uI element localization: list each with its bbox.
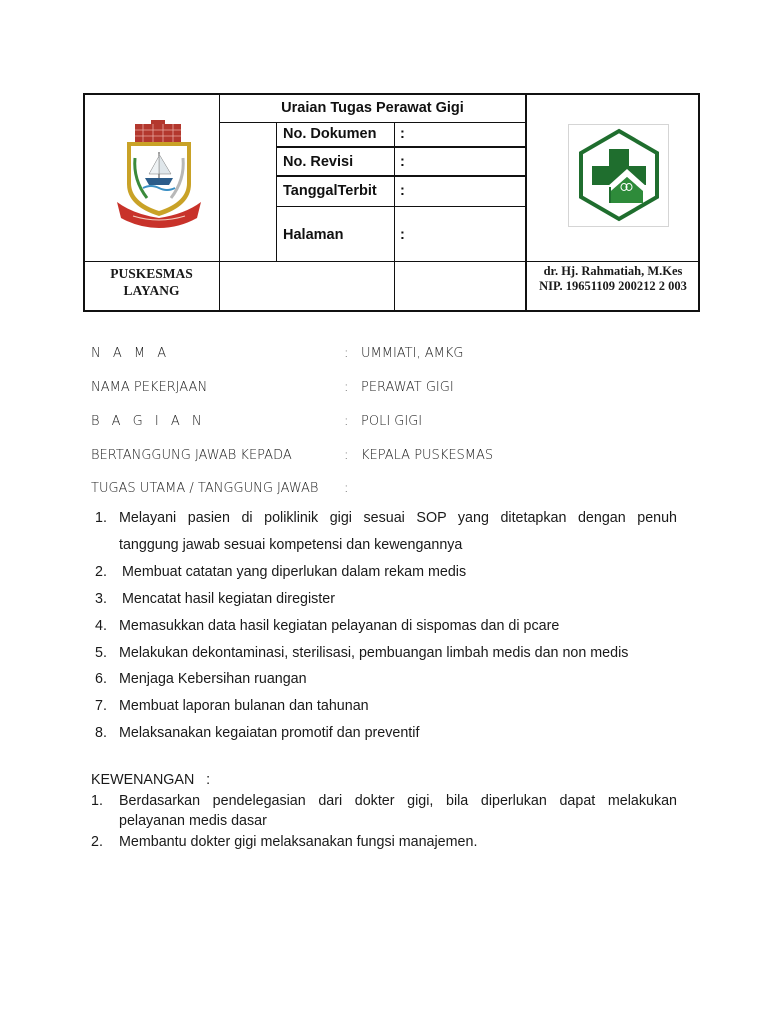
field-value-no-dokumen: : [400,126,405,142]
authority-item: Membantu dokter gigi melaksanakan fungsi manajemen. [119,834,478,850]
duty-item: Memasukkan data hasil kegiatan pelayanan di sispomas dan di pcare [119,618,560,634]
duty-number: 4. [95,618,107,634]
duty-number: 1. [95,510,107,526]
duty-item-line2: tanggung jawab sesuai kompetensi dan kewengannya [119,537,463,553]
identity-label-nama-pekerjaan: NAMA PEKERJAAN [91,380,208,395]
table-divider [219,93,220,312]
field-label-no-revisi: No. Revisi [283,154,354,170]
field-value-no-revisi: : [400,154,405,170]
table-divider [276,122,277,261]
signatory-nip: NIP. 19651109 200212 2 003 [539,279,687,293]
field-value-halaman: : [400,227,405,243]
institution-line-2: LAYANG [123,283,180,298]
identity-label-bagian: B A G I A N [91,414,206,429]
duty-item: Melaksanakan kegaiatan promotif dan preventif [119,725,420,741]
identity-sep: : [344,481,349,496]
duty-number: 7. [95,698,107,714]
city-coat-of-arms-icon [113,118,205,230]
institution-name [84,265,219,299]
signatory-name: dr. Hj. Rahmatiah, M.Kes [543,264,683,278]
duty-item: Mencatat hasil kegiatan diregister [122,591,335,607]
duty-item: Membuat laporan bulanan dan tahunan [119,698,369,714]
identity-value-nama: UMMIATI, AMKG [361,346,464,361]
table-divider [394,122,395,312]
authority-item-line1: Berdasarkan pendelegasian dari dokter gigi, bila diperlukan dapat melakukan [119,793,677,809]
duty-number: 8. [95,725,107,741]
duty-number: 6. [95,671,107,687]
table-divider [219,122,526,123]
duty-item: Menjaga Kebersihan ruangan [119,671,307,687]
identity-sep: : [344,448,349,463]
field-label-tanggal-terbit: TanggalTerbit [283,183,377,199]
field-label-no-dokumen: No. Dokumen [283,126,377,142]
identity-label-bertanggung-jawab: BERTANGGUNG JAWAB KEPADA [91,448,292,463]
identity-label-tugas-utama: TUGAS UTAMA / TANGGUNG JAWAB [91,481,319,496]
identity-label-nama: N A M A [91,346,171,361]
authority-number: 1. [91,793,103,809]
field-value-tanggal-terbit: : [400,183,405,199]
duty-number: 3. [95,591,107,607]
duty-number: 2. [95,564,107,580]
authority-heading: KEWENANGAN : [91,772,211,788]
identity-sep: : [344,346,349,361]
table-divider [83,261,700,262]
identity-sep: : [344,414,349,429]
authority-item-line2: pelayanan medis dasar [119,813,267,829]
duty-item-line1: Melayani pasien di poliklinik gigi sesuai SOP yang ditetapkan dengan penuh [119,510,677,526]
puskesmas-logo-icon [568,124,669,227]
duty-item: Melakukan dekontaminasi, sterilisasi, pembuangan limbah medis dan non medis [119,645,629,661]
institution-line-1: PUSKESMAS [110,266,193,281]
document-title: Uraian Tugas Perawat Gigi [281,100,464,116]
table-divider [276,206,526,207]
duty-item: Membuat catatan yang diperlukan dalam rekam medis [122,564,467,580]
signatory [526,264,700,294]
identity-value-bagian: POLI GIGI [361,414,423,429]
authority-number: 2. [91,834,103,850]
identity-value-bertanggung-jawab: KEPALA PUSKESMAS [361,448,494,463]
duty-number: 5. [95,645,107,661]
table-divider [276,146,526,148]
identity-value-nama-pekerjaan: PERAWAT GIGI [361,380,454,395]
identity-sep: : [344,380,349,395]
field-label-halaman: Halaman [283,227,344,243]
table-divider [276,175,526,177]
